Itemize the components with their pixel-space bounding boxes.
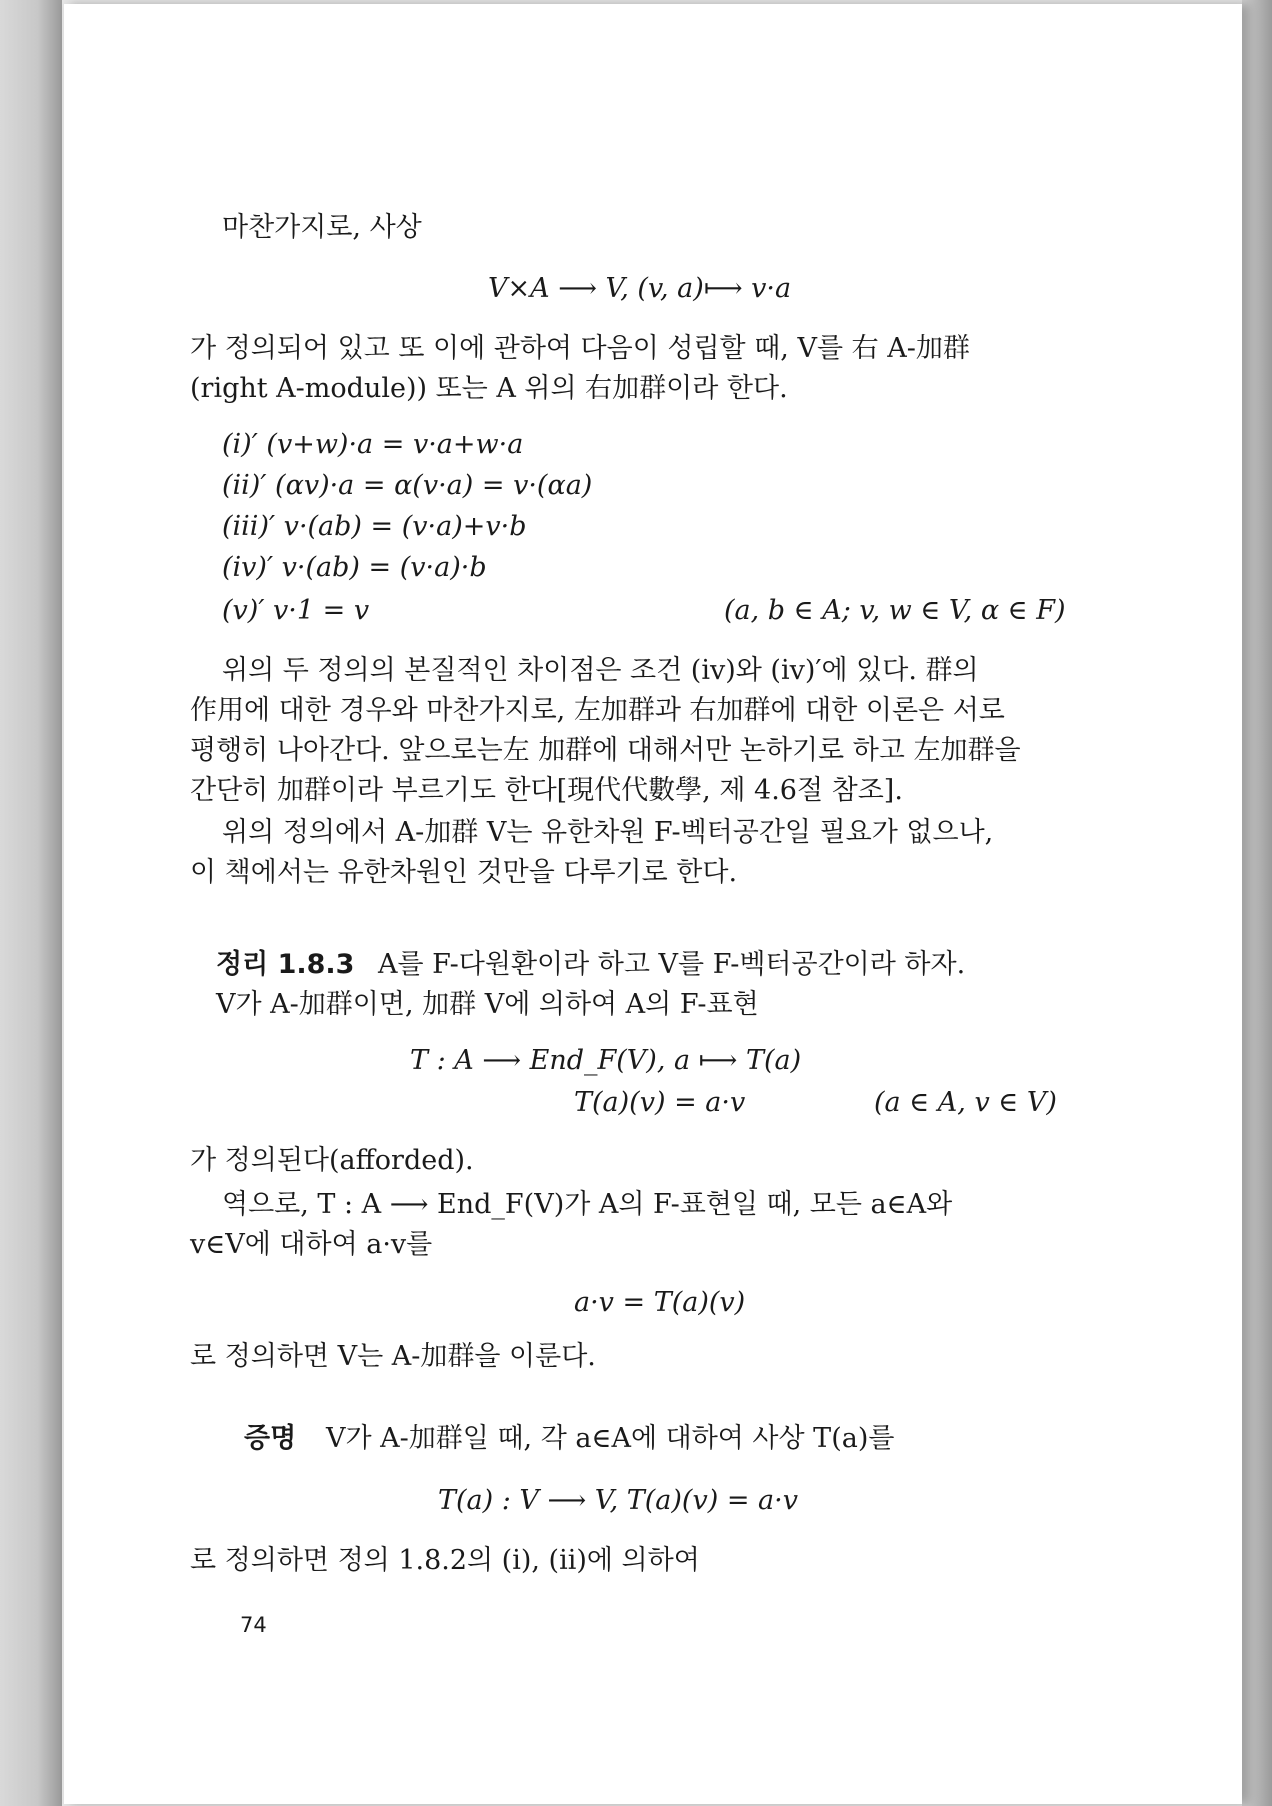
theorem-label: 정리 1.8.3 [216, 949, 355, 980]
equation-note: (a ∈ A, v ∈ V) [874, 1087, 1057, 1118]
right-edge-shadow [1242, 0, 1272, 1806]
equation: T : A ⟶ End_F(V), a ⟼ T(a) [410, 1045, 802, 1076]
text-line: 로 정의하면 정의 1.8.2의 (i), (ii)에 의하여 [190, 1545, 700, 1576]
text-line: v∈V에 대하여 a·v를 [190, 1229, 433, 1260]
condition-line: (i)′ (v+w)·a = v·a+w·a [222, 429, 524, 460]
text-line: 이 책에서는 유한차원인 것만을 다루기로 한다. [190, 857, 738, 888]
text-line: 가 정의된다(afforded). [190, 1145, 474, 1176]
text-line: 간단히 加群이라 부르기도 한다[現代代數學, 제 4.6절 참조]. [190, 775, 903, 806]
condition-line: (iii)′ v·(ab) = (v·a)+v·b [222, 511, 527, 542]
book-page [64, 4, 1242, 1804]
theorem-text: V가 A-加群이면, 加群 V에 의하여 A의 F-표현 [216, 989, 759, 1020]
proof-text: V가 A-加群일 때, 각 a∈A에 대하여 사상 T(a)를 [326, 1423, 895, 1454]
text-line: 위의 정의에서 A-加群 V는 유한차원 F-벡터공간일 필요가 없으나, [222, 817, 994, 848]
text-line: 역으로, T : A ⟶ End_F(V)가 A의 F-표현일 때, 모든 a∈A와 [222, 1189, 953, 1220]
condition-line: (iv)′ v·(ab) = (v·a)·b [222, 552, 487, 583]
theorem-text: A를 F-다원환이라 하고 V를 F-벡터공간이라 하자. [378, 949, 966, 980]
text-line: 마찬가지로, 사상 [222, 212, 422, 243]
text-line: 作用에 대한 경우와 마찬가지로, 左加群과 右加群에 대한 이론은 서로 [190, 695, 1005, 726]
page-number: 74 [240, 1613, 267, 1637]
book-spine-shadow [0, 0, 62, 1806]
text-line: (right A-module)) 또는 A 위의 右加群이라 한다. [190, 373, 788, 404]
text-line: 위의 두 정의의 본질적인 차이점은 조건 (iv)와 (iv)′에 있다. 群의 [222, 655, 979, 686]
proof-label: 증명 [244, 1423, 297, 1454]
condition-line: (ii)′ (αv)·a = α(v·a) = v·(αa) [222, 470, 593, 501]
equation: T(a) : V ⟶ V, T(a)(v) = a·v [438, 1485, 798, 1516]
equation: V×A ⟶ V, (v, a)⟼ v·a [488, 273, 792, 304]
text-line: 로 정의하면 V는 A-加群을 이룬다. [190, 1341, 596, 1372]
equation: a·v = T(a)(v) [574, 1287, 746, 1318]
text-line: 평행히 나아간다. 앞으로는左 加群에 대해서만 논하기로 하고 左加群을 [190, 735, 1021, 766]
condition-note: (a, b ∈ A; v, w ∈ V, α ∈ F) [724, 595, 1066, 626]
text-line: 가 정의되어 있고 또 이에 관하여 다음이 성립할 때, V를 右 A-加群 [190, 333, 970, 364]
condition-line: (v)′ v·1 = v [222, 595, 370, 626]
equation: T(a)(v) = a·v [574, 1087, 746, 1118]
